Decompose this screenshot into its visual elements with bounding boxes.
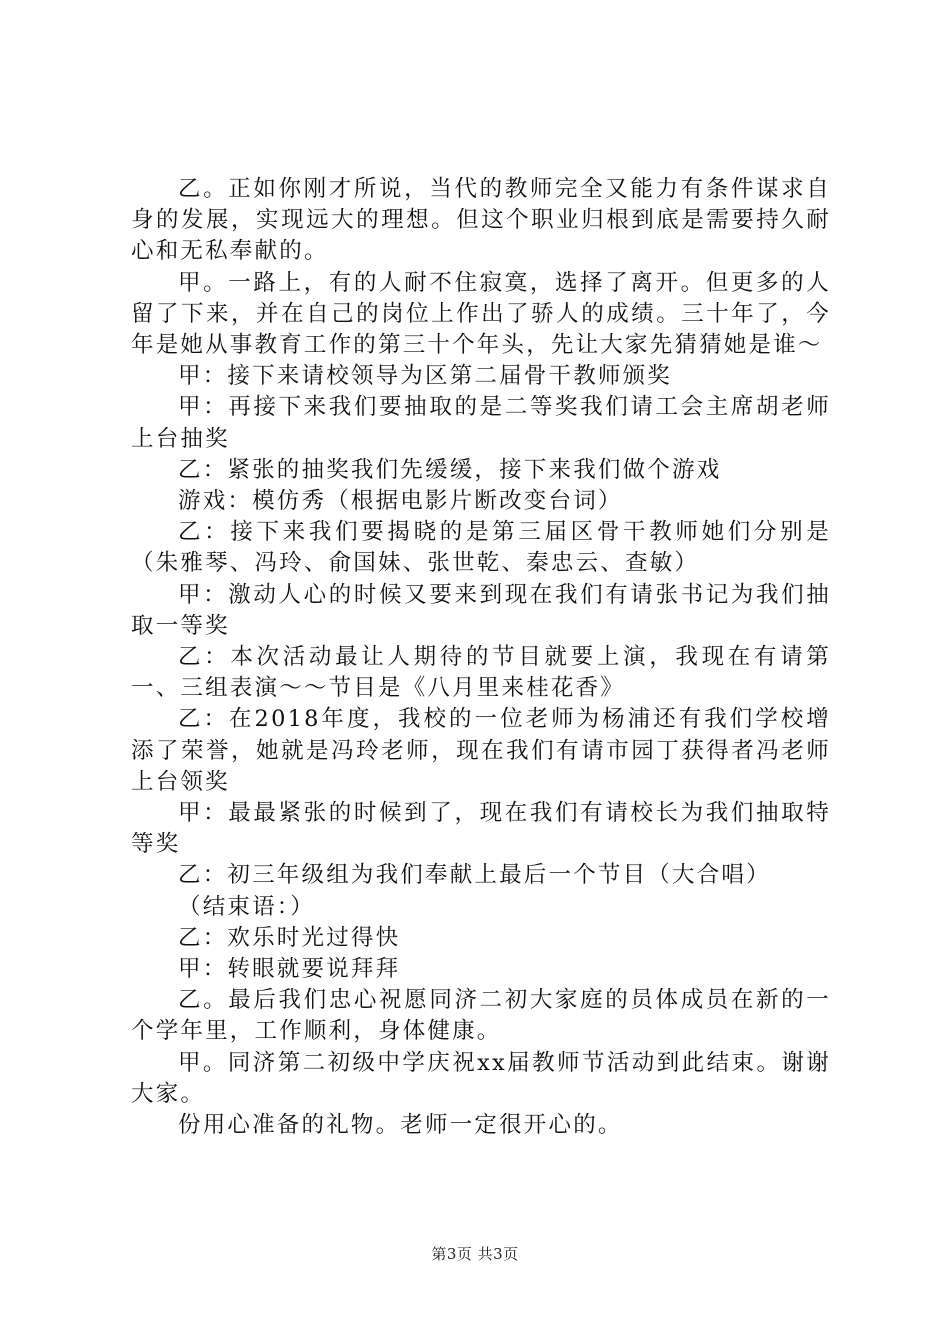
paragraph: 份用心准备的礼物。老师一定很开心的。 xyxy=(178,1112,623,1139)
paragraph: 甲。同济第二初级中学庆祝xx届教师节活动到此结束。谢谢大家。 xyxy=(131,1049,831,1107)
document-body xyxy=(131,174,831,1141)
paragraph: 游戏：模仿秀（根据电影片断改变台词） xyxy=(178,488,623,515)
paragraph: 甲：再接下来我们要抽取的是二等奖我们请工会主席胡老师上台抽奖 xyxy=(131,394,831,452)
page-footer xyxy=(0,1243,950,1264)
paragraph: 乙：在2018年度，我校的一位老师为杨浦还有我们学校增添了荣誉，她就是冯玲老师，现在我们有请市园丁获得者冯老师上台领奖 xyxy=(131,706,831,795)
paragraph: 乙：紧张的抽奖我们先缓缓，接下来我们做个游戏 xyxy=(178,456,722,483)
paragraph: 乙：欢乐时光过得快 xyxy=(178,924,401,951)
paragraph: 乙。最后我们忠心祝愿同济二初大家庭的员体成员在新的一个学年里，工作顺利，身体健康。 xyxy=(131,987,831,1045)
paragraph: 甲：最最紧张的时候到了，现在我们有请校长为我们抽取特等奖 xyxy=(131,800,831,858)
paragraph: 乙：本次活动最让人期待的节目就要上演，我现在有请第一、三组表演～～节目是《八月里来桂花香》 xyxy=(131,644,831,702)
paragraph: 甲：接下来请校领导为区第二届骨干教师颁奖 xyxy=(178,363,673,390)
paragraph: 甲：激动人心的时候又要来到现在我们有请张书记为我们抽取一等奖 xyxy=(131,581,831,639)
page-number-label: 第3页 共3页 xyxy=(431,1245,519,1263)
paragraph: （结束语：） xyxy=(178,893,315,920)
paragraph: 乙：接下来我们要揭晓的是第三届区骨干教师她们分别是（朱雅琴、冯玲、俞国妹、张世乾、秦忠云、查敏） xyxy=(131,519,831,577)
paragraph: 乙：初三年级组为我们奉献上最后一个节目（大合唱） xyxy=(178,862,771,889)
paragraph: 甲：转眼就要说拜拜 xyxy=(178,956,401,983)
paragraph: 乙。正如你刚才所说，当代的教师完全又能力有条件谋求自身的发展，实现远大的理想。但这个职业归根到底是需要持久耐心和无私奉献的。 xyxy=(131,176,831,265)
paragraph: 甲。一路上，有的人耐不住寂寞，选择了离开。但更多的人留了下来，并在自己的岗位上作出了骄人的成绩。三十年了，今年是她从事教育工作的第三十个年头，先让大家先猜猜她是谁～ xyxy=(131,269,831,359)
